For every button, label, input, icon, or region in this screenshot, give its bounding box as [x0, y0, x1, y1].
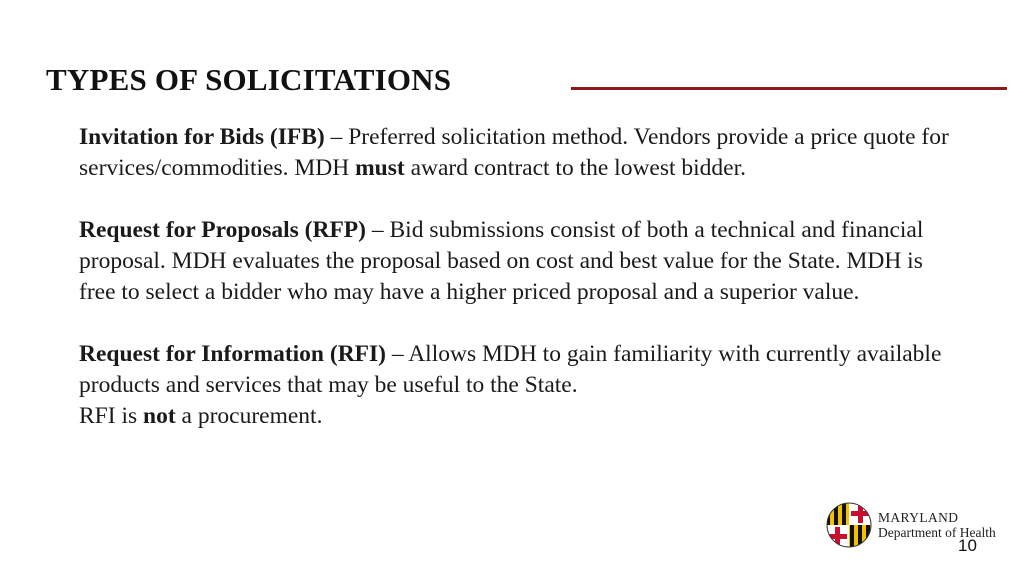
page-number: 10: [958, 536, 977, 555]
slide-body: [79, 122, 959, 463]
maryland-flag-seal-icon: [826, 502, 872, 548]
rfp-text: – Bid submissions consist of both a technical and financial proposal. MDH evaluates the proposal based on cost and best value for the State. MDH is free to select a bidder who may have a higher priced proposal and a superior value.: [79, 217, 924, 305]
title-divider-line: [571, 87, 1007, 90]
rfp-term: Request for Proposals (RFP): [79, 217, 366, 243]
rfp-paragraph: [79, 215, 959, 308]
ifb-text-part1: – Preferred solicitation method. Vendors provide a price quote for services/commodities. MDH: [79, 124, 949, 181]
rfi-text-part3: a procurement.: [175, 403, 323, 429]
ifb-text-part2: award contract to the lowest bidder.: [404, 155, 747, 181]
ifb-term: Invitation for Bids (IFB): [79, 124, 325, 150]
rfi-text-part1: – Allows MDH to gain familiarity with currently available products and services that may be useful to the State.: [79, 341, 942, 398]
ifb-emphasis-must: must: [355, 155, 405, 181]
rfi-emphasis-not: not: [143, 403, 176, 429]
mdh-logo: [826, 502, 1016, 548]
logo-wordmark: [878, 511, 996, 540]
logo-line-maryland: MARYLAND: [878, 510, 959, 525]
rfi-term: Request for Information (RFI): [79, 341, 386, 367]
ifb-paragraph: [79, 122, 959, 184]
logo-line-department: Department of Health: [878, 525, 996, 540]
rfi-text-part2: RFI is: [79, 403, 143, 429]
slide-title: TYPES OF SOLICITATIONS: [46, 62, 452, 97]
rfi-paragraph: [79, 339, 959, 432]
